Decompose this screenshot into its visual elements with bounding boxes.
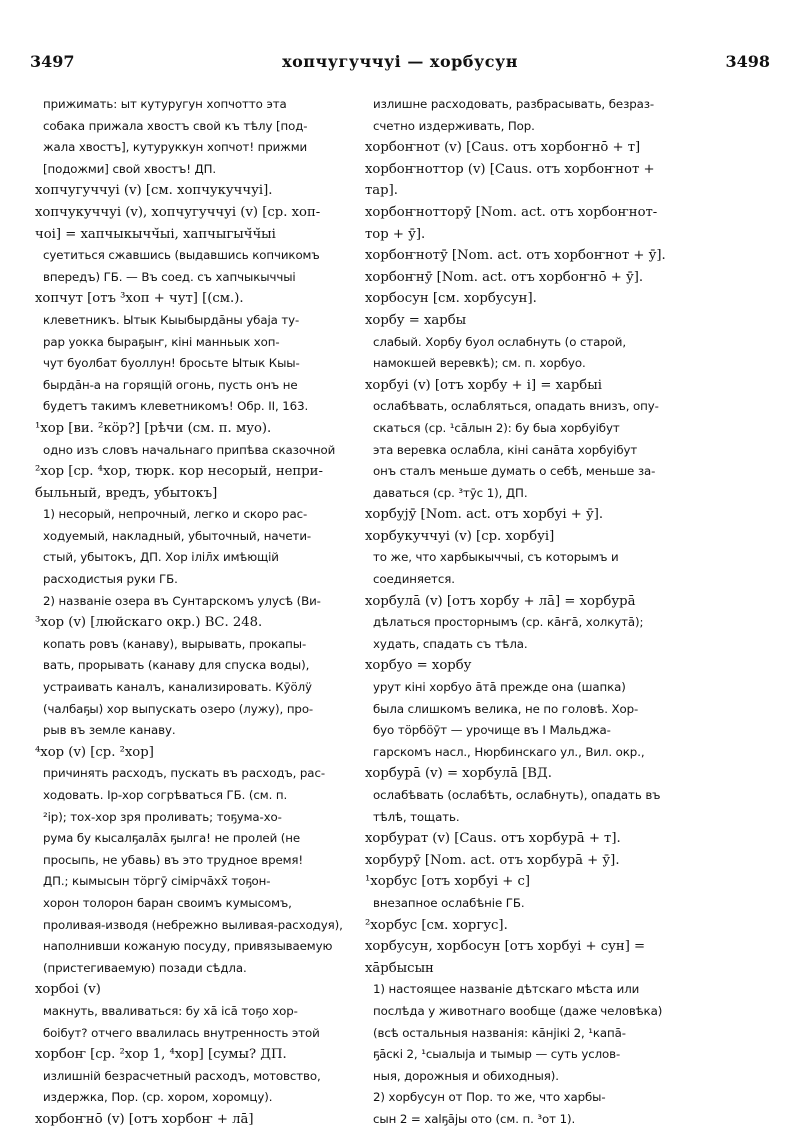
entry-text-line: сын 2 = хаlҕāјы ото (см. п. ³от 1).	[373, 1111, 576, 1126]
entry-headword-line: хорбусун, хорбосун [отъ хорбуі + сун] =	[365, 939, 646, 955]
entry-text-line: ослабѣвать, ослабляться, опадать внизъ, опу-	[373, 399, 659, 414]
entry-text-line: ходуемый, накладный, убыточный, начети-	[43, 528, 312, 543]
entry-text-line: излишній безрасчетный расходъ, мотовство,	[43, 1068, 321, 1083]
entry-text-line: ДП.; кымысын тӧргӯ сімірчāхх̄ тоҕон-	[43, 874, 271, 889]
entry-headword-line: ⁴хор (v) [ср. ²хор]	[35, 744, 154, 760]
entry-headword-line: хорбуо = хорбу	[365, 658, 472, 674]
entry-headword-line: хопчут [отъ ³хоп + чут] [(см.).	[35, 291, 244, 307]
entry-text-line: жала хвостъ], кутуруккун хопчот! прижми	[43, 140, 308, 155]
entry-headword-line: хорбоі (v)	[35, 982, 101, 998]
entry-text-line: проливая-изводя (небрежно выливая-расходуя),	[43, 917, 343, 932]
entry-headword-line: хорбулā (v) [отъ хорбу + лā] = хорбурā	[365, 593, 636, 609]
entry-headword-line: хорбоҥнотӯ [Nom. act. отъ хорбоҥнот + ӯ].	[365, 248, 666, 264]
entry-text-line: стый, убытокъ, ДП. Хор іліл̄х имѣющій	[43, 550, 279, 565]
entry-text-line: 2) хорбусун от Пор. то же, что харбы-	[373, 1090, 606, 1105]
entry-headword-line: хорбоҥнӯ [Nom. act. отъ хорбоҥнō + ӯ].	[365, 269, 644, 285]
entry-text-line: просыпь, не убавь) въ это трудное время!	[43, 852, 304, 867]
entry-text-line: причинять расходъ, пускать въ расходъ, рас-	[43, 766, 325, 781]
entry-headword-line: тор + ӯ].	[365, 226, 426, 242]
entry-headword-line: хорбукуччуі (v) [ср. хорбуі]	[365, 528, 555, 544]
entry-text-line: дѣлаться просторнымъ (ср. кāҥā, холкутā);	[373, 615, 644, 630]
running-title: хопчугуччуі — хорбусун	[282, 52, 518, 71]
entry-text-line: послѣда у животнаго вообще (даже человѣка)	[373, 1003, 663, 1018]
entry-headword-line: хорбу = харбы	[365, 312, 467, 328]
entry-text-line: [подожми] свой хвостъ! ДП.	[43, 161, 217, 176]
entry-text-line: 2) названіе озера въ Сунтарскомъ улусѣ (Ви-	[43, 593, 321, 608]
entry-text-line: впередъ) ГБ. — Въ соед. съ хапчыкыччыі	[43, 269, 296, 284]
entry-text-line: клеветникъ. Ытык Кыыбырдāны убаја ту-	[43, 312, 300, 327]
page-number-right: 3498	[725, 52, 770, 71]
entry-headword-line: ²хорбус [см. хоргус].	[365, 917, 508, 933]
entry-headword-line: хорбоҥноттор (v) [Caus. отъ хорбоҥнот +	[365, 161, 655, 177]
entry-headword-line: тар].	[365, 183, 398, 199]
entry-headword-line: хопчукуччуі (v), хопчугуччуі (v) [ср. хоп-	[35, 204, 321, 220]
entry-text-line: издержка, Пор. (ср. хором, хоромцу).	[43, 1090, 273, 1105]
page-header	[30, 52, 770, 78]
entry-headword-line: хопчугуччуі (v) [см. хопчукуччуі].	[35, 183, 273, 199]
entry-text-line: скаться (ср. ¹са̄лын 2): бу быа хорбуібут	[373, 420, 620, 435]
entry-text-line: рума бу кысалҕалāх ҕылга! не пролей (не	[43, 831, 301, 846]
entry-text-line: ҕāскі 2, ¹сыалыја и тымыр — суть услов-	[373, 1047, 621, 1062]
entry-text-line: наполнивши кожаную посуду, привязываемую	[43, 939, 333, 954]
entry-text-line: счетно издерживать, Пор.	[373, 118, 535, 133]
entry-headword-line: хорбуі (v) [отъ хорбу + і] = харбыі	[365, 377, 602, 393]
entry-headword-line: хорбурӯ [Nom. act. отъ хорбурā + ӯ].	[365, 852, 620, 868]
left-column	[35, 94, 357, 1131]
entry-text-line: (чалбаҕы) хор выпускать озеро (лужу), про-	[43, 701, 314, 716]
entry-text-line: будетъ такимъ клеветникомъ! Обр. II, 163.	[43, 399, 309, 414]
entry-text-line: даваться (ср. ³тӯс 1), ДП.	[373, 485, 528, 500]
entry-text-line: эта веревка ослабла, кіні санāта хорбуібут	[373, 442, 638, 457]
entry-text-line: буо тӧрбӧӯт — урочище въ I Мальджа-	[373, 723, 611, 738]
entry-text-line: чут буолбат буоллун! бросьте Ытык Кыы-	[43, 356, 300, 371]
entry-headword-line: хорбоҥнотторӯ [Nom. act. отъ хорбоҥнот-	[365, 204, 658, 220]
entry-headword-line: ³хор (v) [люйскаго окр.) ВС. 248.	[35, 615, 263, 631]
entry-text-line: копать ровъ (канаву), вырывать, прокапы-	[43, 636, 307, 651]
entry-text-line: излишне расходовать, разбрасывать, безраз-	[373, 97, 655, 111]
entry-headword-line: хорбоҥ [ср. ²хор 1, ⁴хор] [сумы? ДП.	[35, 1047, 287, 1063]
entry-headword-line: ¹хор [ви. ²кӧр?] [рѣчи (см. п. муо).	[35, 420, 272, 436]
entry-headword-line: хорбоҥнот (v) [Caus. отъ хорбоҥнō + т]	[365, 140, 641, 156]
entry-text-line: намокшей веревкѣ); см. п. хорбуо.	[373, 356, 586, 371]
entry-text-line: онъ сталъ меньше думать о себѣ, меньше за-	[373, 464, 656, 479]
entry-text-line: ходовать. Ір-хор согрѣваться ГБ. (см. п.	[43, 788, 288, 802]
entry-text-line: (всѣ остальныя названія: кāнјікі 2, ¹капā-	[373, 1025, 626, 1040]
entry-text-line: рар уокка быраҕыҥ, кіні манньык хоп-	[43, 334, 280, 349]
entry-text-line: устраивать каналъ, канализировать. Кӯӧлӱ	[43, 680, 312, 695]
entry-text-line: внезапное ослабѣніе ГБ.	[373, 895, 525, 910]
entry-text-line: гарскомъ насл., Нюрбинскаго ул., Вил. окр.,	[373, 744, 645, 759]
entry-text-line: рыв въ земле канаву.	[43, 723, 176, 738]
right-column	[365, 94, 760, 1131]
entry-text-line: хорон толорон баран своимъ кумысомъ,	[43, 895, 292, 910]
entry-text-line: одно изъ словъ начальнаго припѣва сказочной	[43, 442, 336, 457]
entry-headword-line: ²хор [ср. ⁴хор, тюрк. кор несорый, непри-	[35, 464, 323, 480]
entry-text-line: слабый. Хорбу буол ослабнуть (о старой,	[373, 334, 626, 349]
entry-text-line: тѣлѣ, тощать.	[373, 809, 460, 824]
entry-headword-line: ха̄рбысын	[365, 960, 434, 976]
entry-headword-line: хорбујӯ [Nom. act. отъ хорбуі + ӯ].	[365, 507, 604, 523]
entry-text-line: боібут? отчего ввалилась внутренность этой	[43, 1025, 320, 1040]
entry-text-line: ныя, дорожныя и обиходныя).	[373, 1068, 559, 1083]
entry-headword-line: ¹хорбус [отъ хорбуі + с]	[365, 874, 531, 890]
entry-headword-line: хорбурат (v) [Caus. отъ хорбурā + т].	[365, 831, 621, 847]
entry-text-line: суетиться сжавшись (выдавшись копчикомъ	[43, 248, 320, 263]
entry-text-line: вать, прорывать (канаву для спуска воды),	[43, 658, 310, 673]
entry-text-line: прижимать: ыт кутуругун хопчотто эта	[43, 97, 287, 111]
entry-text-line: то же, что харбыкыччыі, съ которымъ и	[373, 550, 619, 565]
entry-text-line: (пристегиваемую) позади сѣдла.	[43, 960, 247, 975]
page-number-left: 3497	[30, 52, 75, 71]
entry-text-line: соединяется.	[373, 572, 455, 587]
entry-text-line: была слишкомъ велика, не по головѣ. Хор-	[373, 701, 639, 716]
entry-text-line: бырдāн-а на горящій огонь, пусть онъ не	[43, 377, 298, 392]
entry-text-line: урут кіні хорбуо āтā прежде она (шапка)	[373, 680, 626, 695]
entry-text-line: расходистыя руки ГБ.	[43, 572, 178, 587]
entry-text-line: 1) настоящее названіе дѣтскаго мѣста или	[373, 982, 640, 997]
entry-headword-line: быльный, вредъ, убытокъ]	[35, 485, 218, 501]
entry-headword-line: хорбоҥнō (v) [отъ хорбоҥ + лā]	[35, 1111, 254, 1127]
entry-text-line: ²ір); тох-хор зря проливать; тоҕума-хо-	[43, 809, 282, 824]
entry-text-line: собака прижала хвостъ свой къ тѣлу [под-	[43, 118, 308, 133]
entry-headword-line: чоі] = хапчыкычч̆ыі, хапчыгыч̆ч̆ыі	[35, 226, 276, 242]
entry-headword-line: хорбурā (v) = хорбулā [ВД.	[365, 766, 552, 782]
entry-headword-line: хорбосун [см. хорбусун].	[365, 291, 537, 307]
entry-text-line: 1) несорый, непрочный, легко и скоро рас-	[43, 507, 308, 522]
entry-text-line: ослабѣвать (ослабѣть, ослабнуть), опадать въ	[373, 788, 661, 802]
entry-text-line: худать, спадать съ тѣла.	[373, 636, 528, 651]
entry-text-line: макнуть, вваливаться: бу хā ісā тоҕо хор-	[43, 1003, 298, 1018]
